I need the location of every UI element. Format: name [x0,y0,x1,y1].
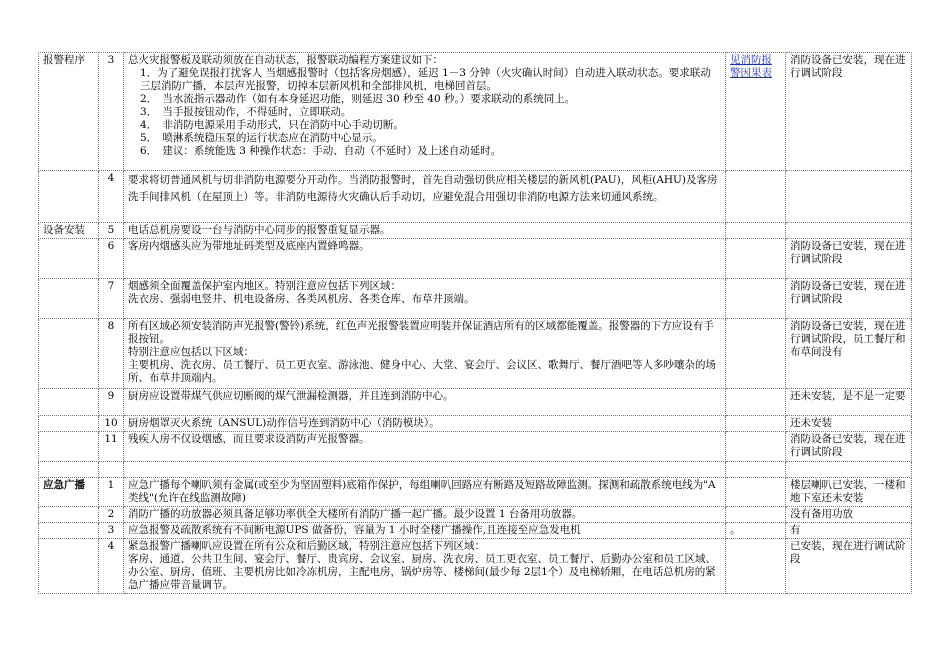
status-cell: 消防设备已安装，现在进行调试阶段 [786,239,912,279]
requirement-line: 应急报警及疏散系统有不间断电源UPS 做备份，容量为 1 小时全楼广播操作,且连接至应急发电机 [128,524,581,536]
requirement-line: 特别注意应包括以下区域： [128,346,254,358]
requirement-line: 客房、通道、公共卫生间、宴会厅、餐厅、贵宾房、会议室、厨房、洗衣房、员工更衣室、员工餐厅、后勤办公室和员工区域、办公室、厨房、值班、主要机房比如冷冻机房，主配电房，锅炉房等、楼梯间(最少每 2层1个）及电梯轿厢，在电话总机房的紧急广播应带音量调节。 [128,553,716,591]
table-row [39,462,912,478]
fire-alarm-cause-effect-link[interactable]: 见消防报警因果表 [730,54,772,79]
section-cell [39,507,99,523]
status-cell: 没有备用功放 [786,507,912,523]
requirement-line: 厨房应设置带煤气供应切断阀的煤气泄漏检测器，并且连到消防中心。 [128,390,454,402]
requirement-line: 4． 非消防电源采用手动形式，只在消防中心手动切断。 [140,119,404,131]
item-number: 3 [99,53,124,171]
item-number: 8 [99,319,124,389]
requirement-cell [124,507,726,523]
requirement-cell [124,432,726,462]
section-cell [39,171,99,223]
reference-cell [726,389,786,416]
requirement-line: 电话总机房要设一台与消防中心同步的报警重复显示器。 [128,224,391,236]
requirement-cell [124,462,726,478]
requirement-line: 残疾人房不仅设烟感，而且要求设消防声光报警器。 [128,433,370,445]
requirement-cell [124,279,726,319]
item-number: 11 [99,432,124,462]
section-cell [39,319,99,389]
requirement-cell [124,389,726,416]
table-body [39,53,912,594]
item-number: 5 [99,223,124,239]
requirement-line: 总火灾报警板及联动须放在自动状态，报警联动编程方案建议如下： [128,54,443,66]
section-cell: 设备安装 [39,223,99,239]
item-number [99,462,124,478]
requirement-line: 应急广播每个喇叭须有金属(或至少为坚固塑料)底箱作保护，每组喇叭回路应有断路及短路故障监测。探测和疏散系统电线为"A类线"(允许在线监测故障) [128,479,716,504]
fire-system-table [38,52,912,594]
section-cell [39,416,99,432]
table-row [39,523,912,539]
item-number: 2 [99,507,124,523]
requirement-line: 6． 建议：系统能选 3 种操作状态：手动、自动（不延时）及上述自动延时。 [140,145,502,157]
table-row [39,319,912,389]
item-number: 6 [99,239,124,279]
reference-cell [726,478,786,507]
reference-cell [726,319,786,389]
status-cell [786,171,912,223]
section-cell [39,462,99,478]
requirement-line: 厨房烟罩灭火系统（ANSUL)动作信号连到消防中心（消防模块）。 [128,417,440,429]
table-row [39,239,912,279]
reference-cell [726,432,786,462]
reference-cell [726,507,786,523]
requirement-line: 1．为了避免误报打扰客人 当烟感报警时（包括客房烟感），延迟 1－3 分钟（火灾确认时间）自动进入联动状态。要求联动三层消防广播，本层声光报警，切掉本层新风机和全部排风机，电梯回首层。 [140,67,711,92]
table-row [39,432,912,462]
requirement-line: 紧急报警广播喇叭应设置在所有公众和后勤区域，特别注意应包括下列区域： [128,540,485,552]
reference-cell [726,53,786,171]
requirement-line: 要求将切普通风机与切非消防电源要分开动作。当消防报警时，首先自动强切供应相关楼层的新风机(PAU)，风柜(AHU)及客房洗手间排风机（在屋顶上）等。非消防电源待火灾确认后手动切，应避免混合用强切非消防电源方法来切通风系统。 [128,174,718,203]
status-cell: 消防设备已安装，现在进行调试阶段 [786,53,912,171]
status-cell: 楼层喇叭已安装，一楼和地下室还未安装 [786,478,912,507]
requirement-cell [124,53,726,171]
reference-cell [726,279,786,319]
section-cell [39,539,99,594]
status-cell: 有 [786,523,912,539]
table-row [39,478,912,507]
item-number: 3 [99,523,124,539]
reference-cell [726,171,786,223]
section-cell [39,279,99,319]
item-number: 4 [99,539,124,594]
reference-cell [726,239,786,279]
requirement-cell [124,171,726,223]
requirement-line: 洗衣房、强弱电竖井、机电设备房、各类风机房、各类仓库、布草井顶端。 [128,293,475,305]
section-cell [39,389,99,416]
reference-cell: 。 [726,523,786,539]
requirement-line: 烟感须全面覆盖保护室内地区。特别注意应包括下列区域： [128,280,401,292]
status-cell: 还未安装，是不是一定要 [786,389,912,416]
requirement-line: 5． 喷淋系统稳压泵的运行状态应在消防中心显示。 [140,132,383,144]
requirement-line: 客房内烟感头应为带地址码类型及底座内置蜂鸣器。 [128,240,370,252]
status-cell: 消防设备已安装，现在进行调试阶段 [786,279,912,319]
table-row [39,223,912,239]
reference-cell [726,539,786,594]
table-row [39,539,912,594]
table-row [39,279,912,319]
reference-cell [726,223,786,239]
table-row [39,416,912,432]
status-cell: 消防设备已安装，现在进行调试阶段，员工餐厅和布草间没有 [786,319,912,389]
requirement-line: 3． 当手报按钮动作，不得延时，立即联动。 [140,106,352,118]
requirement-cell [124,319,726,389]
item-number: 10 [99,416,124,432]
reference-cell [726,416,786,432]
requirement-cell [124,539,726,594]
section-cell [39,239,99,279]
table-row [39,53,912,171]
section-cell: 应急广播 [39,478,99,507]
item-number: 4 [99,171,124,223]
status-cell: 消防设备已安装，现在进行调试阶段 [786,432,912,462]
section-cell [39,432,99,462]
requirement-cell [124,478,726,507]
requirement-cell [124,239,726,279]
requirement-line: 2． 当水流指示器动作（如有本身延迟功能，则延迟 30 秒至 40 秒。）要求联动的系统同上。 [140,93,576,105]
item-number: 9 [99,389,124,416]
requirement-cell [124,223,726,239]
requirement-line: 主要机房、洗衣房、员工餐厅、员工更衣室、游泳池、健身中心、大堂、宴会厅、会议区、歌舞厅、餐厅酒吧等人多吵嚷杂的场所、布草井顶端内。 [128,359,716,384]
document-page [38,52,911,594]
status-cell [786,223,912,239]
requirement-cell [124,416,726,432]
table-row [39,389,912,416]
item-number: 1 [99,478,124,507]
requirement-cell [124,523,726,539]
table-row [39,507,912,523]
section-cell: 报警程序 [39,53,99,171]
reference-cell [726,462,786,478]
status-cell [786,462,912,478]
status-cell: 已安装，现在进行调试阶段 [786,539,912,594]
requirement-line: 消防广播的功放器必须具备足够功率供全大楼所有消防广播一起广播。最少设置 1 台备用功放器。 [128,508,583,520]
item-number: 7 [99,279,124,319]
requirement-line: 所有区域必须安装消防声光报警(警铃)系统，红色声光报警装置应明装并保证酒店所有的区域都能覆盖。报警器的下方应设有手报按钮。 [128,320,714,345]
table-row [39,171,912,223]
status-cell: 还未安装 [786,416,912,432]
section-cell [39,523,99,539]
